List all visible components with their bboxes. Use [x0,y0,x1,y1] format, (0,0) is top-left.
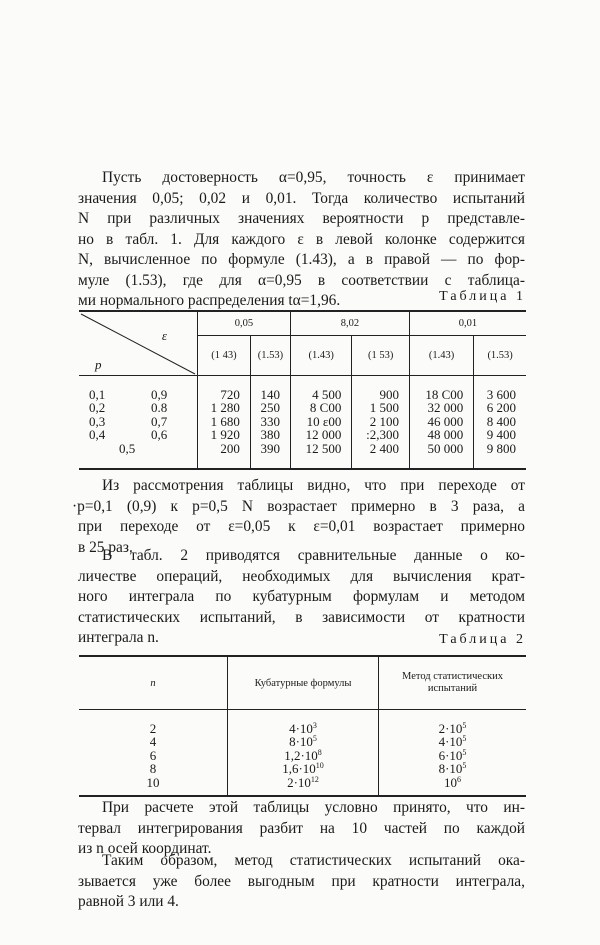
table-cell: 390 [260,440,280,456]
text-line: личестве операций, необходимых для вычисления крат- [78,567,525,585]
table-cell: 9 800 [486,440,516,456]
text-line: но в табл. 1. Для каждого ε в левой колонке содержится [78,230,525,248]
p-value: 0,1 [89,386,106,402]
p-value: 0,7 [151,413,168,429]
table-cell: 6 [149,747,157,763]
table-cell: 330 [260,413,280,429]
table-cell: 2 400 [369,440,399,456]
text-line: тервал интегрирования разбит на 10 частей по каждой [78,819,525,837]
formula-header: (1.43) [290,335,351,375]
table-cell: 8 С00 [309,400,342,415]
text-line: в 25 раз. [78,538,133,556]
table-cell: 900 [379,386,399,402]
data-column [474,375,526,469]
table-cell: 1 680 [210,413,240,429]
p-value: 0,6 [151,427,168,442]
text-line: муле (1.53), где для α=0,95 в соответствии с таблица- [78,271,525,289]
cubature-column [228,710,379,797]
table-cell: 4 500 [312,386,342,402]
data-column [352,375,410,469]
header-line: испытаний [427,683,478,694]
table-2-caption: Таблица 2 [439,632,526,647]
n-header: n [79,656,228,710]
p-value: 0,2 [89,400,106,415]
p-value: 0,9 [151,386,168,402]
table-cell: 4 [149,734,157,750]
table-1-corner-cell [79,311,198,375]
eps-header: ε [161,328,167,343]
table-cell: $8\cdot 10^5$ [289,734,317,750]
text-line: В табл. 2 приводятся сравнительные данные о ко- [102,547,525,564]
table-cell: 720 [220,386,240,402]
table-cell: 140 [260,386,280,402]
table-cell: 32 000 [427,400,464,415]
table-cell: $4\cdot 10^5$ [438,734,467,750]
table-1-caption: Таблица 1 [439,289,526,304]
p-header: p [95,356,102,372]
table-cell: $1,2\cdot 10^8$ [284,747,322,763]
table-cell: 12 000 [305,427,342,442]
text-line: ного интеграла по кубатурным формулам и методом [78,588,525,605]
stat-method-column [379,710,527,797]
text-line: интеграла n. [78,629,159,646]
p-left-column [89,388,151,442]
formula-header: (1.53) [250,335,290,375]
text-line: ми нормального распределения tα=1,96. [78,292,341,309]
formula-header: (1.53) [474,335,526,375]
p-value: 0,5 [119,440,136,456]
text-line: зывается уже более выгодным при кратности интеграла, [78,872,525,890]
text-line: Таким образом, метод статистических испытаний ока- [102,852,525,869]
table-cell: :2,300 [366,427,399,442]
formula-header: (1 53) [352,335,410,375]
table-cell: $4\cdot 10^3$ [289,721,317,736]
table-2 [79,655,526,797]
table-cell: 200 [220,440,240,456]
data-column [198,375,251,469]
eps-value-header: 8,02 [290,311,409,335]
table-cell: 8 [149,761,157,777]
text-line: ·p=0,1 (0,9) к p=0,5 N возрастает примерно в 3 раза, а [72,497,525,515]
text-line: N при различных значениях вероятности p представле- [78,210,525,227]
p-value: 0.8 [151,400,168,415]
table-1 [79,310,526,470]
table-cell: 2 100 [369,413,399,429]
table-cell: $2\cdot 10^{12}$ [287,774,319,790]
text-line: значения 0,05; 0,02 и 0,01. Тогда количество испытаний [78,189,525,207]
data-column [250,375,290,469]
p-right-column [151,388,167,442]
table-cell: 8 400 [486,413,516,429]
table-cell: $8\cdot 10^5$ [438,761,467,777]
data-column [290,375,351,469]
text-line: статистических испытаний, в зависимости от кратности [78,608,525,626]
table-cell: $6\cdot 10^5$ [438,747,467,763]
table-cell: 48 000 [427,427,464,442]
table-cell: 1 920 [210,427,240,442]
table-cell: $1,6\cdot 10^{10}$ [282,761,324,777]
table-cell: $10^6$ [444,774,461,790]
p-value: 0,3 [89,413,106,429]
table-cell: 46 000 [427,413,464,429]
data-column [409,375,473,469]
text-line: Пусть достоверность α=0,95, точность ε принимает [102,169,525,186]
table-cell: 1 280 [210,400,240,415]
table-cell: 12 500 [305,440,342,456]
table-cell: 10 [146,774,160,790]
table-cell: 6 200 [486,400,516,415]
paragraph-5 [78,851,525,913]
stat-method-header [379,656,527,710]
cubature-header: Кубатурные формулы [228,656,379,710]
text-line: При расчете этой таблицы условно принято, что ин- [102,799,525,816]
text-line: Из рассмотрения таблицы видно, что при переходе от [102,477,525,494]
text-line: из n осей координат. [78,840,212,857]
header-line: Метод статистических [402,671,503,682]
formula-header: (1 43) [198,335,251,375]
table-cell: 2 [149,721,157,736]
table-cell: 18 С00 [425,386,464,402]
p-value: 0,4 [89,427,106,442]
eps-value-header: 0,05 [198,311,291,335]
p-values-cell [79,375,198,469]
table-cell: 10 ɛ00 [306,413,342,429]
text-line: равной 3 или 4. [78,893,179,910]
text-line: при переходе от ε=0,05 к ε=0,01 возрастает примерно [78,518,525,535]
table-cell: 380 [260,427,280,442]
formula-header: (1.43) [409,335,473,375]
eps-value-header: 0,01 [409,311,526,335]
table-cell: 50 000 [427,440,464,456]
text-line: N, вычисленное по формуле (1.43), а в правой — по фор- [78,251,525,268]
table-cell: 3 600 [486,386,516,402]
table-cell: 9 400 [486,427,516,442]
table-cell: $2\cdot 10^5$ [438,721,467,736]
table-cell: 1 500 [369,400,399,415]
table-cell: 250 [260,400,280,415]
n-column [79,710,228,797]
